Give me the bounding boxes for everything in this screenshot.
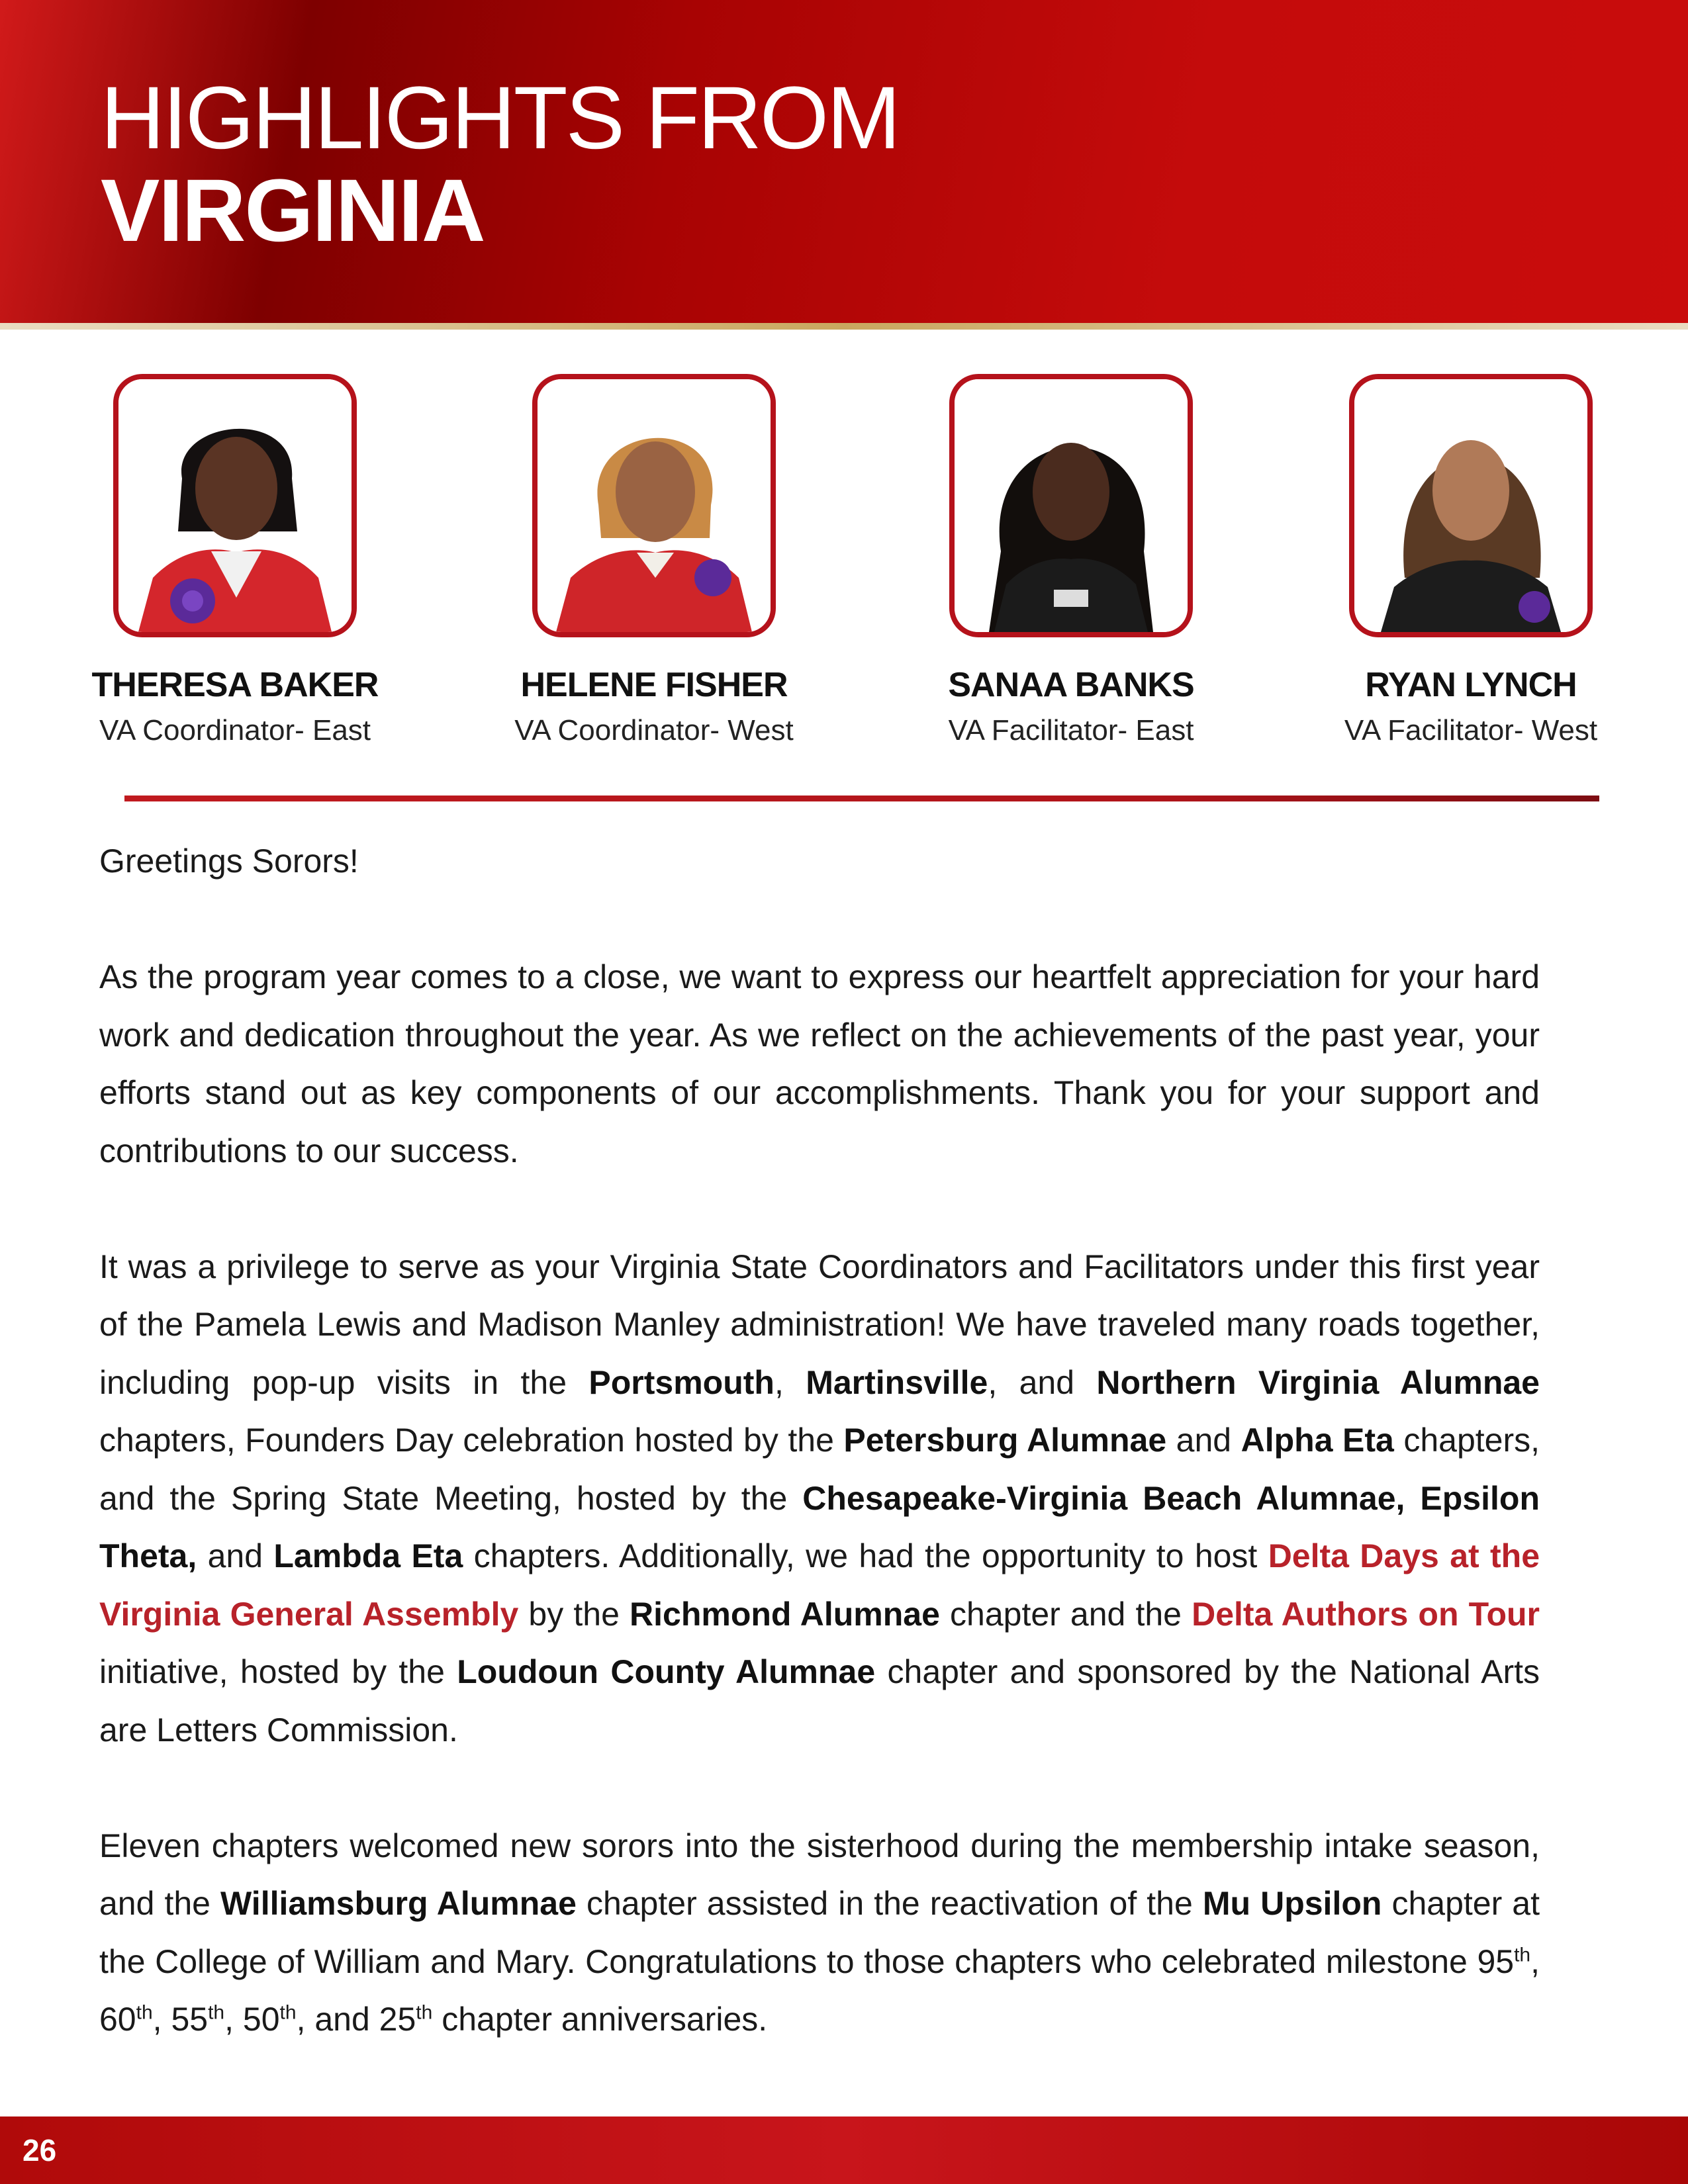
- page-title-line2: VIRGINIA: [101, 161, 485, 260]
- person-role: VA Facilitator- East: [948, 714, 1194, 747]
- greeting: Greetings Sorors!: [99, 842, 359, 880]
- footer-bar: [0, 2116, 1688, 2184]
- person-name: HELENE FISHER: [520, 666, 788, 704]
- header-gold-line: [0, 323, 1688, 330]
- portrait-photo: [113, 374, 357, 637]
- portrait-photo: [532, 374, 776, 637]
- person-role: VA Coordinator- West: [514, 714, 794, 747]
- paragraph-2: It was a privilege to serve as your Virginia State Coordinators and Facilitators under this first year of the Pamela Lewis and Madison Manley administration! We have traveled many roads together, including pop-up visits in the Portsmouth, Martinsville, and Northern Virginia Alumnae chapters, Founders Day celebration hosted by the Petersburg Alumnae and Alpha Eta chapters, and the Spring State Meeting, hosted by the Chesapeake-Virginia Beach Alumnae, Epsilon Theta, and Lambda Eta chapters. Additionally, we had the opportunity to host Delta Days at the Virginia General Assembly by the Richmond Alumnae chapter and the Delta Authors on Tour initiative, hosted by the Loudoun County Alumnae chapter and sponsored by the National Arts are Letters Commission.: [99, 1248, 1540, 1749]
- person-name: RYAN LYNCH: [1365, 666, 1577, 704]
- person-portrait-icon: [538, 379, 771, 632]
- person-name: SANAA BANKS: [948, 666, 1194, 704]
- person-portrait-icon: [118, 379, 352, 632]
- paragraph-1: As the program year comes to a close, we want to express our heartfelt appreciation for your hard work and dedication throughout the year. As we reflect on the achievements of the past year, your efforts stand out as key components of our accomplishments. Thank you for your support and contributions to our success.: [99, 958, 1540, 1169]
- page-title-line1: HIGHLIGHTS FROM: [101, 69, 899, 167]
- person-portrait-icon: [955, 379, 1188, 632]
- letter-body: [99, 833, 1540, 2049]
- portrait-photo: [1349, 374, 1593, 637]
- person-name: THERESA BAKER: [91, 666, 379, 704]
- paragraph-3: Eleven chapters welcomed new sorors into the sisterhood during the membership intake season, and the Williamsburg Alumnae chapter assisted in the reactivation of the Mu Upsilon chapter at the College of William and Mary. Congratulations to those chapters who celebrated milestone 95th, 60th, 55th, 50th, and 25th chapter anniversaries.: [99, 1827, 1540, 2038]
- person-role: VA Facilitator- West: [1344, 714, 1598, 747]
- person-card: [872, 374, 1270, 747]
- portrait-photo: [949, 374, 1193, 637]
- person-portrait-icon: [1354, 379, 1587, 632]
- person-card: [1272, 374, 1669, 747]
- highlight-delta-authors: Delta Authors on Tour: [1192, 1595, 1540, 1633]
- person-role: VA Coordinator- East: [99, 714, 371, 747]
- section-divider: [124, 796, 1599, 801]
- highlight-delta-days: Delta Days at the Virginia General Assembly: [99, 1537, 1540, 1633]
- page-number: 26: [23, 2133, 57, 2167]
- person-card: [455, 374, 853, 747]
- person-card: [36, 374, 434, 747]
